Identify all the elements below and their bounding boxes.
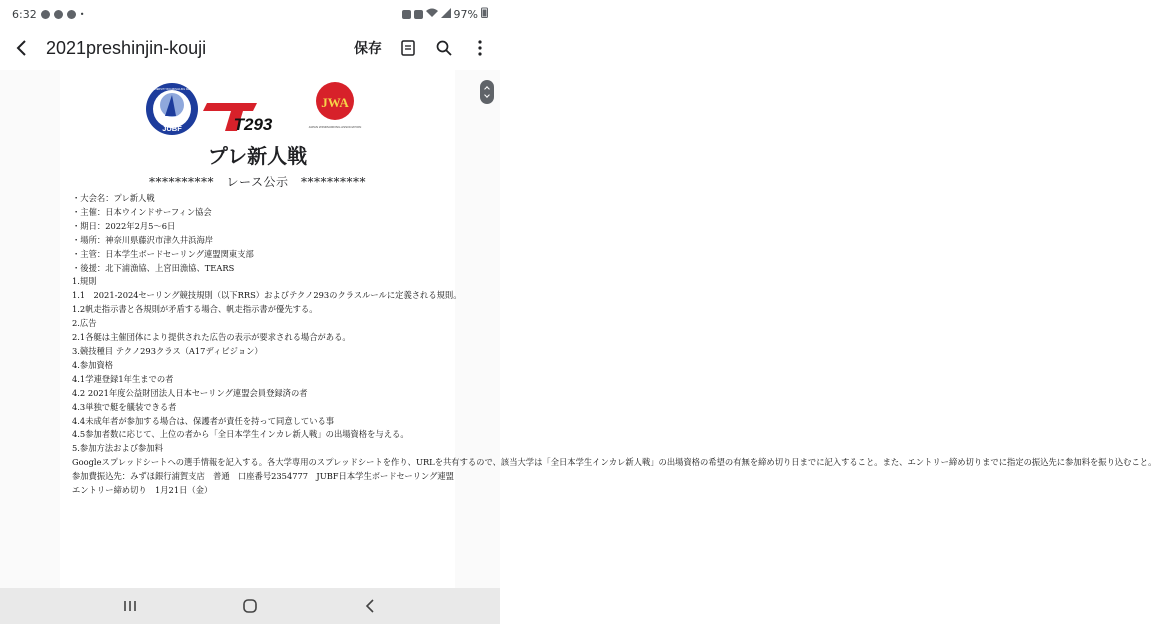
notification-icon bbox=[41, 10, 50, 19]
sponsor-logos bbox=[142, 81, 375, 139]
notification-icon bbox=[67, 10, 76, 19]
jubf-ring-text: JAPAN UNIVERSITY BOARDSAILING FEDERATION bbox=[142, 88, 202, 91]
t293-logo bbox=[203, 103, 273, 134]
document-line: ・主催：日本ウインドサーフィン協会 bbox=[72, 206, 212, 217]
page-subtitle: ********** レース公示 ********** bbox=[149, 175, 366, 189]
alarm-icon bbox=[402, 10, 411, 19]
home-button[interactable] bbox=[238, 594, 262, 618]
document-line: ・主管：日本学生ボードセーリング連盟関東支部 bbox=[72, 248, 254, 259]
app-bar bbox=[0, 28, 500, 68]
wifi-icon bbox=[426, 8, 438, 21]
document-line: ・期日：2022年2月5〜6日 bbox=[72, 220, 176, 231]
document-line: ・後援：北下浦漁協、上宮田漁協、TEARS bbox=[72, 262, 235, 273]
jwa-logo-text: JWA bbox=[321, 95, 349, 110]
battery-text: 97% bbox=[453, 7, 478, 21]
status-time: 6:32 bbox=[12, 7, 37, 21]
battery-icon bbox=[481, 7, 488, 21]
save-button[interactable]: 保存 bbox=[354, 41, 382, 57]
search-icon bbox=[436, 40, 452, 56]
back-button[interactable] bbox=[10, 36, 34, 60]
signal-icon bbox=[441, 8, 451, 21]
nav-back-button[interactable] bbox=[358, 594, 382, 618]
home-icon bbox=[242, 598, 258, 614]
document-line: 4.2 2021年度公益財団法人日本セーリング連盟会員登録済の者 bbox=[72, 387, 308, 398]
document-line: Googleスプレッドシートへの選手情報を記入する。各大学専用のスプレッドシートを作り、URLを共有するので、該当大学は「全日本学生インカレ新人戦」の出場資格の希望の有無を締め切り日までに記入すること。また、エントリー締め切りまでに指定の振込先に参加料を振り込むこと。 bbox=[72, 457, 1156, 468]
page-title: プレ新人戦 bbox=[207, 144, 308, 168]
recent-apps-button[interactable] bbox=[118, 594, 142, 618]
jubf-logo-text: JUBF bbox=[162, 124, 182, 133]
document-line: 4.参加資格 bbox=[72, 359, 114, 370]
document-viewer[interactable] bbox=[0, 70, 1156, 588]
more-vertical-icon bbox=[478, 40, 482, 56]
document-line: 3.競技種目 テクノ293クラス（A17ディビジョン） bbox=[72, 345, 263, 356]
jwa-logo bbox=[303, 81, 367, 131]
document-line: 4.5参加者数に応じて、上位の者から「全日本学生インカレ新人戦」の出場資格を与える。 bbox=[72, 429, 409, 440]
document-line: 2.広告 bbox=[72, 318, 97, 329]
t293-logo-text: T293 bbox=[233, 115, 273, 134]
more-options-button[interactable] bbox=[470, 38, 490, 58]
document-line: 1.規則 bbox=[72, 276, 97, 287]
search-button[interactable] bbox=[434, 38, 454, 58]
nav-back-icon bbox=[364, 598, 376, 614]
document-line: 2.1各艇は主催団体により提供された広告の表示が要求される場合がある。 bbox=[72, 332, 351, 343]
system-nav-bar bbox=[0, 588, 500, 624]
document-line: 4.1学連登録1年生までの者 bbox=[72, 373, 174, 384]
document-line: 4.4未成年者が参加する場合は、保護者が責任を持って同意している事 bbox=[72, 415, 335, 426]
jwa-logo-subtext: JAPAN WINDSURFING ASSOCIATION bbox=[308, 125, 362, 129]
reader-mode-icon bbox=[401, 40, 415, 56]
document-line: ・大会名：プレ新人戦 bbox=[72, 193, 155, 203]
mute-icon bbox=[414, 10, 423, 19]
status-bar bbox=[0, 0, 500, 28]
document-line: エントリー締め切り 1月21日（金） bbox=[72, 485, 213, 496]
document-line: 4.3単独で艇を艤装できる者 bbox=[72, 401, 177, 412]
document-line: 1.1 2021-2024セーリング競技規則（以下RRS）およびテクノ293のクラスルールに定義される規則。 bbox=[72, 290, 462, 301]
document-title: 2021preshinjin-kouji bbox=[46, 37, 207, 58]
recent-apps-icon bbox=[122, 599, 138, 613]
document-line: 参加費振込先：みずほ銀行浦賀支店 普通 口座番号2354777 JUBF日本学生ボードセーリング連盟 bbox=[72, 471, 454, 482]
document-line: 5.参加方法および参加料 bbox=[72, 443, 163, 454]
document-line: 1.2帆走指示書と各規則が矛盾する場合、帆走指示書が優先する。 bbox=[72, 304, 318, 315]
notification-icon bbox=[54, 10, 63, 19]
reader-mode-button[interactable] bbox=[398, 38, 418, 58]
jubf-logo bbox=[142, 83, 202, 135]
back-arrow-icon bbox=[15, 40, 29, 56]
document-body bbox=[72, 192, 1156, 498]
document-line: ・場所：神奈川県藤沢市津久井浜海岸 bbox=[72, 234, 214, 245]
document-page bbox=[60, 70, 1156, 588]
fast-scroll-handle[interactable] bbox=[480, 80, 494, 104]
more-notifications-icon: • bbox=[79, 9, 85, 19]
